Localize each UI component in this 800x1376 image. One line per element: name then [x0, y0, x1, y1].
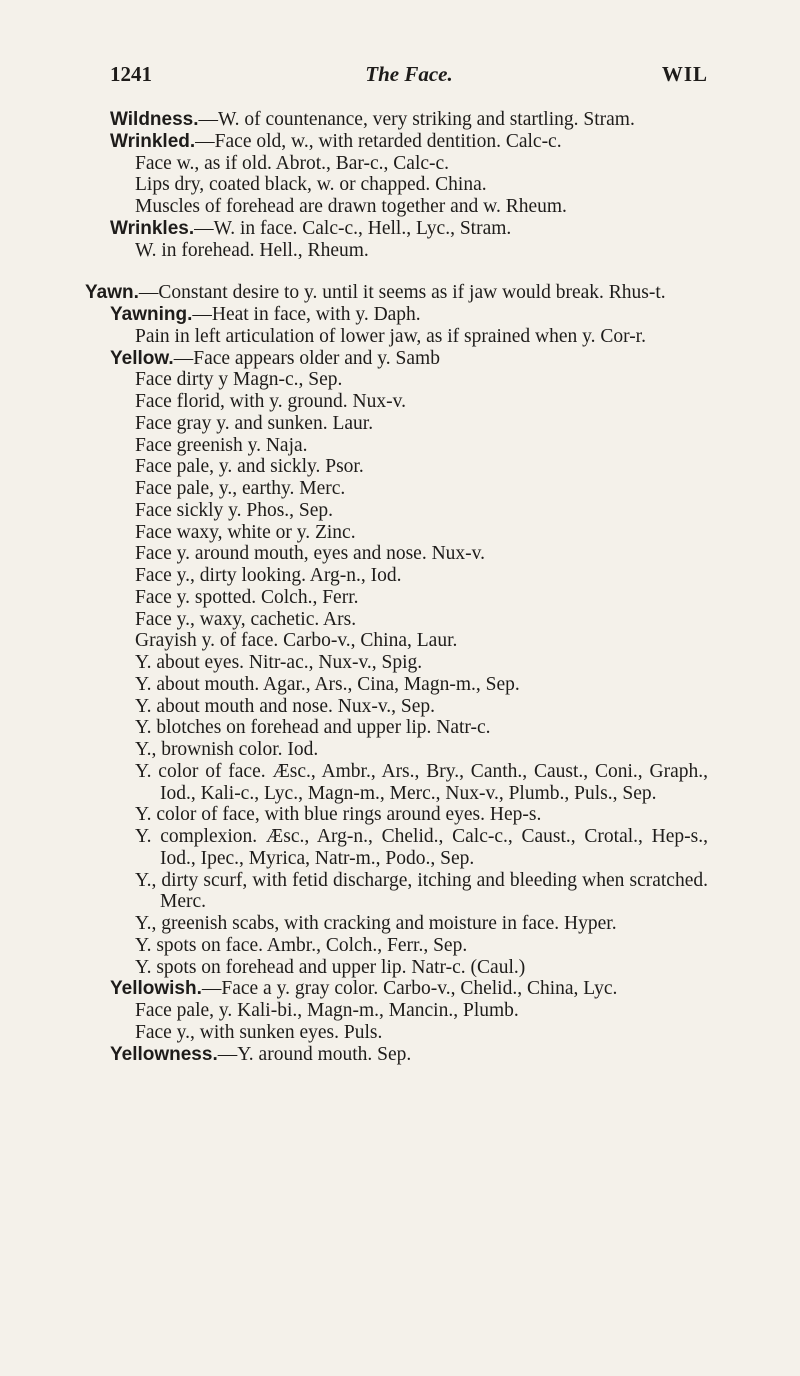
sub-entry: Y. spots on forehead and upper lip. Natr-c. (Caul.): [135, 956, 526, 978]
sub-entry: Y. about mouth and nose. Nux-v., Sep.: [135, 695, 436, 717]
sub-entry: Face pale, y. and sickly. Psor.: [135, 456, 364, 478]
sub-entry: Y. color of face, with blue rings around eyes. Hep-s.: [135, 804, 542, 826]
sub-entry: Muscles of forehead are drawn together and w. Rheum.: [135, 196, 567, 217]
sub-entry: Face y. spotted. Colch., Ferr.: [135, 586, 359, 608]
sub-entry: Face greenish y. Naja.: [135, 434, 308, 456]
sub-entry: Y. about eyes. Nitr-ac., Nux-v., Spig.: [135, 652, 423, 673]
entry-text: —W. of countenance, very striking and startling. Stram.: [198, 109, 635, 130]
sub-entry: Face florid, with y. ground. Nux-v.: [135, 391, 406, 412]
sub-entry: Y. blotches on forehead and upper lip. Natr-c.: [135, 717, 491, 739]
entry-wildness: [110, 109, 708, 131]
sub-entry: Y. color of face. Æsc., Ambr., Ars., Bry., Canth., Caust., Coni., Graph., Iod., Kali-c., Lyc., Magn-m., Merc., Nux-v., Plumb., Puls., Sep.: [135, 760, 708, 804]
sub-entry: Face pale, y., earthy. Merc.: [135, 478, 346, 499]
entry-text: —Face a y. gray color. Carbo-v., Chelid., China, Lyc.: [201, 978, 618, 1000]
entry-headword: Yawn.: [85, 282, 139, 304]
sub-entry: Y., dirty scurf, with fetid discharge, itching and bleeding when scratched. Merc.: [135, 869, 708, 913]
sub-entry: Face waxy, white or y. Zinc.: [135, 521, 356, 543]
entry-text: —Face appears older and y. Samb: [173, 347, 440, 369]
sub-entry: Y., greenish scabs, with cracking and moisture in face. Hyper.: [135, 913, 617, 934]
section-gap: [110, 261, 708, 282]
entry-yellow: [110, 348, 708, 370]
entry-headword: Yellow.: [110, 347, 174, 369]
entry-wrinkles: [110, 218, 708, 240]
entry-yawn: [85, 282, 708, 304]
page-number: 1241: [110, 62, 152, 86]
sub-entry: Face y., dirty looking. Arg-n., Iod.: [135, 565, 402, 586]
entry-text: —Face old, w., with retarded dentition. Calc-c.: [195, 130, 562, 152]
sub-entry: W. in forehead. Hell., Rheum.: [135, 239, 369, 261]
entry-text: —Constant desire to y. until it seems as if jaw would break. Rhus-t.: [138, 282, 666, 304]
sub-entry: Face sickly y. Phos., Sep.: [135, 499, 334, 521]
entry-yellowish: [110, 978, 708, 1000]
entry-wrinkled: [110, 131, 708, 153]
running-head: [110, 62, 708, 86]
entry-headword: Yawning.: [110, 304, 193, 325]
sub-entry: Face y., waxy, cachetic. Ars.: [135, 608, 357, 630]
sub-entry: Y. complexion. Æsc., Arg-n., Chelid., Calc-c., Caust., Crotal., Hep-s., Iod., Ipec., Myrica, Natr-m., Podo., Sep.: [135, 826, 708, 869]
sub-entry: Y. spots on face. Ambr., Colch., Ferr., Sep.: [135, 934, 468, 956]
repertory-entries: [85, 109, 708, 1065]
guide-word: WIL: [661, 62, 708, 86]
sub-entry: Face y. around mouth, eyes and nose. Nux-v.: [135, 543, 486, 565]
entry-text: —W. in face. Calc-c., Hell., Lyc., Stram.: [194, 217, 512, 239]
sub-entry: Face gray y. and sunken. Laur.: [135, 412, 374, 434]
entry-yawning: [110, 304, 708, 326]
sub-entry: Y., brownish color. Iod.: [135, 739, 319, 760]
entry-headword: Wrinkles.: [110, 217, 195, 239]
sub-entry: Face w., as if old. Abrot., Bar-c., Calc-c.: [135, 152, 450, 174]
sub-entry: Face y., with sunken eyes. Puls.: [135, 1021, 383, 1043]
sub-entry: Y. about mouth. Agar., Ars., Cina, Magn-m., Sep.: [135, 673, 520, 695]
entry-headword: Wrinkled.: [110, 130, 196, 152]
entry-headword: Yellowish.: [110, 978, 202, 1000]
entry-yellowness: [110, 1044, 708, 1066]
entry-text: —Y. around mouth. Sep.: [217, 1043, 412, 1065]
sub-entry: Pain in left articulation of lower jaw, as if sprained when y. Cor-r.: [135, 325, 646, 347]
page-title: The Face.: [365, 62, 453, 86]
sub-entry: Grayish y. of face. Carbo-v., China, Laur.: [135, 630, 458, 652]
sub-entry: Face dirty y Magn-c., Sep.: [135, 369, 343, 391]
sub-entry: Face pale, y. Kali-bi., Magn-m., Mancin., Plumb.: [135, 1000, 519, 1021]
sub-entry: Lips dry, coated black, w. or chapped. China.: [135, 174, 487, 196]
entry-headword: Wildness.: [110, 109, 199, 130]
entry-headword: Yellowness.: [110, 1043, 218, 1065]
entry-text: —Heat in face, with y. Daph.: [192, 304, 421, 325]
